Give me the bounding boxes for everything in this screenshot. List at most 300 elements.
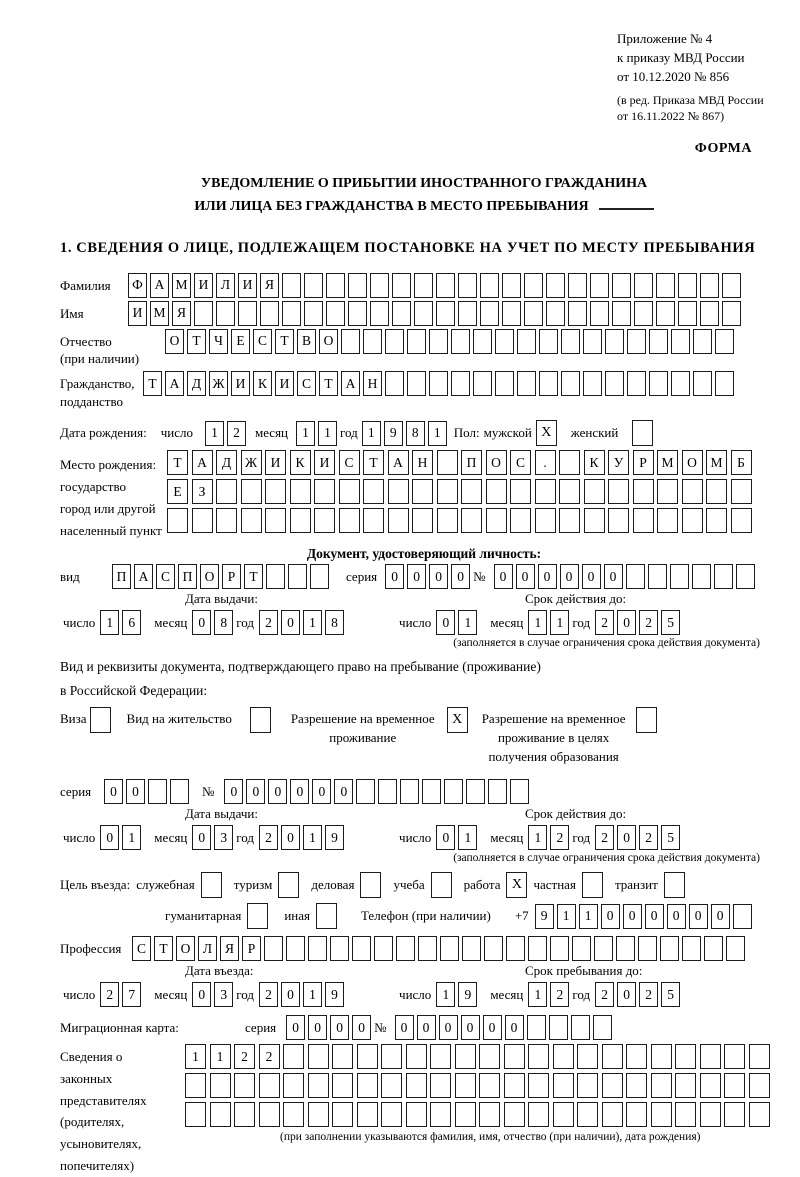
char-cell[interactable] <box>572 936 591 961</box>
char-cell[interactable] <box>539 329 558 354</box>
char-cell[interactable] <box>553 1073 574 1098</box>
char-cell[interactable] <box>381 1102 402 1127</box>
char-cell[interactable] <box>577 1073 598 1098</box>
char-cell[interactable]: 9 <box>384 421 403 446</box>
char-cell[interactable]: 1 <box>436 982 455 1007</box>
char-cell[interactable] <box>210 1102 231 1127</box>
char-cell[interactable]: И <box>194 273 213 298</box>
char-cell[interactable] <box>634 301 653 326</box>
char-cell[interactable] <box>549 1015 568 1040</box>
char-cell[interactable] <box>504 1073 525 1098</box>
char-cell[interactable]: 2 <box>595 825 614 850</box>
char-cell[interactable]: Т <box>154 936 173 961</box>
char-cell[interactable] <box>605 329 624 354</box>
char-cell[interactable] <box>326 273 345 298</box>
char-cell[interactable] <box>304 273 323 298</box>
char-cell[interactable] <box>504 1102 525 1127</box>
char-cell[interactable] <box>414 273 433 298</box>
char-cell[interactable]: С <box>339 450 360 475</box>
char-cell[interactable]: Е <box>167 479 188 504</box>
char-cell[interactable]: П <box>112 564 131 589</box>
char-cell[interactable]: 0 <box>617 610 636 635</box>
char-cell[interactable]: 0 <box>385 564 404 589</box>
char-cell[interactable] <box>692 564 711 589</box>
char-cell[interactable] <box>546 273 565 298</box>
char-cell[interactable]: 0 <box>516 564 535 589</box>
char-cell[interactable] <box>479 1044 500 1069</box>
char-cell[interactable]: Д <box>216 450 237 475</box>
char-cell[interactable]: А <box>165 371 184 396</box>
char-cell[interactable]: 0 <box>601 904 620 929</box>
char-cell[interactable]: 0 <box>395 1015 414 1040</box>
char-cell[interactable] <box>634 273 653 298</box>
char-cell[interactable]: 6 <box>122 610 141 635</box>
visa-checkbox[interactable] <box>90 707 111 733</box>
char-cell[interactable]: 1 <box>318 421 337 446</box>
char-cell[interactable] <box>308 1044 329 1069</box>
char-cell[interactable] <box>461 508 482 533</box>
char-cell[interactable] <box>651 1044 672 1069</box>
char-cell[interactable] <box>553 1044 574 1069</box>
char-cell[interactable] <box>550 936 569 961</box>
char-cell[interactable]: С <box>510 450 531 475</box>
char-cell[interactable]: 1 <box>528 982 547 1007</box>
char-cell[interactable]: 1 <box>210 1044 231 1069</box>
char-cell[interactable]: 7 <box>122 982 141 1007</box>
purpose-tourism-checkbox[interactable] <box>278 872 299 898</box>
char-cell[interactable]: 2 <box>259 1044 280 1069</box>
char-cell[interactable] <box>584 508 605 533</box>
char-cell[interactable]: Т <box>244 564 263 589</box>
char-cell[interactable]: 1 <box>303 610 322 635</box>
char-cell[interactable] <box>627 329 646 354</box>
char-cell[interactable] <box>648 564 667 589</box>
char-cell[interactable] <box>282 301 301 326</box>
char-cell[interactable] <box>594 936 613 961</box>
purpose-private-checkbox[interactable] <box>582 872 603 898</box>
char-cell[interactable] <box>407 329 426 354</box>
char-cell[interactable]: Ф <box>128 273 147 298</box>
char-cell[interactable] <box>495 371 514 396</box>
char-cell[interactable] <box>612 273 631 298</box>
char-cell[interactable]: 0 <box>281 982 300 1007</box>
char-cell[interactable]: А <box>341 371 360 396</box>
char-cell[interactable] <box>510 508 531 533</box>
char-cell[interactable] <box>458 301 477 326</box>
char-cell[interactable] <box>724 1102 745 1127</box>
char-cell[interactable] <box>462 936 481 961</box>
char-cell[interactable] <box>241 479 262 504</box>
char-cell[interactable] <box>406 1073 427 1098</box>
char-cell[interactable] <box>704 936 723 961</box>
char-cell[interactable] <box>234 1102 255 1127</box>
char-cell[interactable] <box>461 479 482 504</box>
char-cell[interactable]: А <box>192 450 213 475</box>
char-cell[interactable]: . <box>535 450 556 475</box>
char-cell[interactable]: 0 <box>290 779 309 804</box>
char-cell[interactable] <box>348 273 367 298</box>
char-cell[interactable] <box>265 508 286 533</box>
char-cell[interactable] <box>234 1073 255 1098</box>
char-cell[interactable]: Т <box>363 450 384 475</box>
sex-female-checkbox[interactable] <box>632 420 653 446</box>
char-cell[interactable]: 0 <box>417 1015 436 1040</box>
char-cell[interactable]: 2 <box>234 1044 255 1069</box>
char-cell[interactable]: 8 <box>214 610 233 635</box>
char-cell[interactable] <box>559 508 580 533</box>
char-cell[interactable] <box>502 301 521 326</box>
char-cell[interactable]: О <box>319 329 338 354</box>
char-cell[interactable]: 1 <box>458 825 477 850</box>
char-cell[interactable] <box>559 450 580 475</box>
char-cell[interactable]: Т <box>275 329 294 354</box>
char-cell[interactable]: 1 <box>296 421 315 446</box>
char-cell[interactable] <box>332 1073 353 1098</box>
char-cell[interactable] <box>304 301 323 326</box>
char-cell[interactable] <box>577 1044 598 1069</box>
char-cell[interactable]: И <box>265 450 286 475</box>
char-cell[interactable]: 0 <box>436 825 455 850</box>
char-cell[interactable] <box>388 479 409 504</box>
char-cell[interactable]: 9 <box>458 982 477 1007</box>
char-cell[interactable] <box>210 1073 231 1098</box>
char-cell[interactable] <box>700 273 719 298</box>
char-cell[interactable] <box>736 564 755 589</box>
char-cell[interactable]: Т <box>319 371 338 396</box>
char-cell[interactable] <box>264 936 283 961</box>
char-cell[interactable]: О <box>682 450 703 475</box>
char-cell[interactable]: Т <box>167 450 188 475</box>
char-cell[interactable]: И <box>238 273 257 298</box>
char-cell[interactable] <box>506 936 525 961</box>
char-cell[interactable] <box>715 329 734 354</box>
char-cell[interactable] <box>484 936 503 961</box>
char-cell[interactable] <box>608 508 629 533</box>
char-cell[interactable]: 2 <box>227 421 246 446</box>
char-cell[interactable] <box>381 1073 402 1098</box>
char-cell[interactable]: П <box>461 450 482 475</box>
char-cell[interactable] <box>308 1073 329 1098</box>
char-cell[interactable]: Р <box>242 936 261 961</box>
char-cell[interactable] <box>700 1073 721 1098</box>
char-cell[interactable] <box>282 273 301 298</box>
char-cell[interactable] <box>310 564 329 589</box>
char-cell[interactable]: О <box>200 564 219 589</box>
char-cell[interactable] <box>486 479 507 504</box>
char-cell[interactable] <box>568 301 587 326</box>
char-cell[interactable]: Т <box>143 371 162 396</box>
char-cell[interactable]: М <box>172 273 191 298</box>
char-cell[interactable] <box>612 301 631 326</box>
char-cell[interactable]: 0 <box>246 779 265 804</box>
char-cell[interactable]: 1 <box>122 825 141 850</box>
char-cell[interactable] <box>656 273 675 298</box>
char-cell[interactable]: Е <box>231 329 250 354</box>
temp-residence-edu-checkbox[interactable] <box>636 707 657 733</box>
char-cell[interactable]: 1 <box>550 610 569 635</box>
char-cell[interactable]: 0 <box>538 564 557 589</box>
char-cell[interactable] <box>706 508 727 533</box>
char-cell[interactable] <box>430 1102 451 1127</box>
char-cell[interactable] <box>455 1102 476 1127</box>
char-cell[interactable]: 0 <box>308 1015 327 1040</box>
char-cell[interactable]: 2 <box>639 825 658 850</box>
char-cell[interactable]: Т <box>187 329 206 354</box>
char-cell[interactable] <box>259 1073 280 1098</box>
char-cell[interactable]: К <box>253 371 272 396</box>
char-cell[interactable]: Ж <box>241 450 262 475</box>
char-cell[interactable] <box>400 779 419 804</box>
char-cell[interactable] <box>535 479 556 504</box>
char-cell[interactable] <box>290 479 311 504</box>
char-cell[interactable] <box>444 779 463 804</box>
char-cell[interactable] <box>388 508 409 533</box>
char-cell[interactable] <box>657 508 678 533</box>
char-cell[interactable]: Р <box>222 564 241 589</box>
char-cell[interactable]: 1 <box>100 610 119 635</box>
char-cell[interactable]: О <box>176 936 195 961</box>
char-cell[interactable] <box>308 1102 329 1127</box>
char-cell[interactable] <box>259 1102 280 1127</box>
char-cell[interactable]: Д <box>187 371 206 396</box>
char-cell[interactable]: 0 <box>505 1015 524 1040</box>
char-cell[interactable]: 1 <box>557 904 576 929</box>
char-cell[interactable] <box>671 329 690 354</box>
char-cell[interactable]: 2 <box>550 982 569 1007</box>
char-cell[interactable] <box>314 479 335 504</box>
char-cell[interactable] <box>602 1073 623 1098</box>
char-cell[interactable]: 0 <box>429 564 448 589</box>
char-cell[interactable] <box>414 301 433 326</box>
char-cell[interactable]: 0 <box>330 1015 349 1040</box>
char-cell[interactable]: 0 <box>192 610 211 635</box>
char-cell[interactable] <box>528 1073 549 1098</box>
char-cell[interactable] <box>288 564 307 589</box>
char-cell[interactable] <box>602 1102 623 1127</box>
char-cell[interactable] <box>429 371 448 396</box>
char-cell[interactable] <box>693 329 712 354</box>
char-cell[interactable]: 0 <box>617 982 636 1007</box>
char-cell[interactable] <box>440 936 459 961</box>
char-cell[interactable] <box>561 329 580 354</box>
char-cell[interactable] <box>308 936 327 961</box>
char-cell[interactable] <box>749 1102 770 1127</box>
char-cell[interactable]: Я <box>220 936 239 961</box>
char-cell[interactable] <box>682 936 701 961</box>
char-cell[interactable]: С <box>132 936 151 961</box>
char-cell[interactable]: 0 <box>451 564 470 589</box>
char-cell[interactable] <box>455 1044 476 1069</box>
char-cell[interactable] <box>633 508 654 533</box>
char-cell[interactable] <box>700 1102 721 1127</box>
char-cell[interactable] <box>330 936 349 961</box>
char-cell[interactable] <box>392 273 411 298</box>
char-cell[interactable] <box>473 371 492 396</box>
char-cell[interactable] <box>436 273 455 298</box>
char-cell[interactable]: 1 <box>185 1044 206 1069</box>
char-cell[interactable]: В <box>297 329 316 354</box>
char-cell[interactable]: С <box>297 371 316 396</box>
char-cell[interactable] <box>726 936 745 961</box>
purpose-business-checkbox[interactable] <box>360 872 381 898</box>
char-cell[interactable] <box>238 301 257 326</box>
char-cell[interactable] <box>356 779 375 804</box>
char-cell[interactable] <box>724 1073 745 1098</box>
char-cell[interactable] <box>378 779 397 804</box>
char-cell[interactable] <box>649 371 668 396</box>
char-cell[interactable]: К <box>584 450 605 475</box>
char-cell[interactable] <box>370 273 389 298</box>
char-cell[interactable] <box>407 371 426 396</box>
char-cell[interactable] <box>670 564 689 589</box>
char-cell[interactable] <box>714 564 733 589</box>
char-cell[interactable]: 2 <box>259 982 278 1007</box>
char-cell[interactable] <box>422 779 441 804</box>
char-cell[interactable] <box>626 1044 647 1069</box>
char-cell[interactable]: 9 <box>325 825 344 850</box>
char-cell[interactable] <box>385 329 404 354</box>
char-cell[interactable]: И <box>231 371 250 396</box>
char-cell[interactable]: Я <box>172 301 191 326</box>
char-cell[interactable] <box>412 508 433 533</box>
char-cell[interactable] <box>392 301 411 326</box>
char-cell[interactable]: 0 <box>617 825 636 850</box>
char-cell[interactable]: 0 <box>192 982 211 1007</box>
char-cell[interactable] <box>546 301 565 326</box>
char-cell[interactable] <box>561 371 580 396</box>
char-cell[interactable]: 0 <box>312 779 331 804</box>
char-cell[interactable]: 5 <box>661 982 680 1007</box>
char-cell[interactable] <box>693 371 712 396</box>
char-cell[interactable] <box>370 301 389 326</box>
char-cell[interactable] <box>192 508 213 533</box>
char-cell[interactable]: 0 <box>439 1015 458 1040</box>
char-cell[interactable] <box>412 479 433 504</box>
char-cell[interactable]: С <box>253 329 272 354</box>
purpose-official-checkbox[interactable] <box>201 872 222 898</box>
char-cell[interactable] <box>458 273 477 298</box>
char-cell[interactable]: 0 <box>281 610 300 635</box>
char-cell[interactable]: 0 <box>689 904 708 929</box>
char-cell[interactable] <box>241 508 262 533</box>
char-cell[interactable] <box>381 1044 402 1069</box>
char-cell[interactable]: Н <box>412 450 433 475</box>
char-cell[interactable]: 8 <box>325 610 344 635</box>
char-cell[interactable] <box>283 1073 304 1098</box>
char-cell[interactable]: 8 <box>406 421 425 446</box>
char-cell[interactable] <box>216 508 237 533</box>
char-cell[interactable] <box>283 1044 304 1069</box>
char-cell[interactable] <box>675 1073 696 1098</box>
char-cell[interactable] <box>314 508 335 533</box>
char-cell[interactable] <box>170 779 189 804</box>
char-cell[interactable]: 0 <box>281 825 300 850</box>
char-cell[interactable] <box>605 371 624 396</box>
purpose-transit-checkbox[interactable] <box>664 872 685 898</box>
char-cell[interactable] <box>437 479 458 504</box>
char-cell[interactable]: А <box>388 450 409 475</box>
char-cell[interactable]: 0 <box>667 904 686 929</box>
char-cell[interactable] <box>510 779 529 804</box>
purpose-work-checkbox[interactable]: X <box>506 872 527 898</box>
char-cell[interactable] <box>396 936 415 961</box>
char-cell[interactable] <box>185 1073 206 1098</box>
char-cell[interactable] <box>363 479 384 504</box>
char-cell[interactable]: 0 <box>104 779 123 804</box>
char-cell[interactable] <box>148 779 167 804</box>
char-cell[interactable]: 0 <box>436 610 455 635</box>
char-cell[interactable] <box>480 273 499 298</box>
char-cell[interactable]: Л <box>216 273 235 298</box>
char-cell[interactable]: 0 <box>407 564 426 589</box>
char-cell[interactable] <box>504 1044 525 1069</box>
char-cell[interactable] <box>602 1044 623 1069</box>
char-cell[interactable]: Л <box>198 936 217 961</box>
char-cell[interactable] <box>626 564 645 589</box>
char-cell[interactable]: 0 <box>645 904 664 929</box>
char-cell[interactable]: А <box>134 564 153 589</box>
char-cell[interactable]: 1 <box>579 904 598 929</box>
char-cell[interactable]: 0 <box>286 1015 305 1040</box>
char-cell[interactable] <box>429 329 448 354</box>
char-cell[interactable] <box>406 1102 427 1127</box>
char-cell[interactable] <box>559 479 580 504</box>
char-cell[interactable]: 0 <box>582 564 601 589</box>
char-cell[interactable]: 1 <box>205 421 224 446</box>
char-cell[interactable]: И <box>128 301 147 326</box>
char-cell[interactable] <box>216 301 235 326</box>
char-cell[interactable] <box>363 508 384 533</box>
char-cell[interactable]: 0 <box>192 825 211 850</box>
char-cell[interactable] <box>571 1015 590 1040</box>
char-cell[interactable] <box>266 564 285 589</box>
char-cell[interactable] <box>480 301 499 326</box>
char-cell[interactable] <box>528 1044 549 1069</box>
char-cell[interactable] <box>749 1073 770 1098</box>
char-cell[interactable]: 2 <box>550 825 569 850</box>
char-cell[interactable] <box>437 508 458 533</box>
char-cell[interactable] <box>657 479 678 504</box>
char-cell[interactable] <box>430 1044 451 1069</box>
char-cell[interactable]: 0 <box>268 779 287 804</box>
char-cell[interactable] <box>568 273 587 298</box>
char-cell[interactable] <box>524 273 543 298</box>
char-cell[interactable] <box>528 1102 549 1127</box>
char-cell[interactable] <box>479 1102 500 1127</box>
char-cell[interactable] <box>584 479 605 504</box>
char-cell[interactable] <box>455 1073 476 1098</box>
char-cell[interactable]: 2 <box>639 610 658 635</box>
char-cell[interactable]: 1 <box>303 825 322 850</box>
char-cell[interactable] <box>660 936 679 961</box>
char-cell[interactable] <box>194 301 213 326</box>
char-cell[interactable] <box>517 371 536 396</box>
char-cell[interactable] <box>722 273 741 298</box>
purpose-humanitarian-checkbox[interactable] <box>247 903 268 929</box>
char-cell[interactable]: 2 <box>100 982 119 1007</box>
char-cell[interactable] <box>656 301 675 326</box>
char-cell[interactable] <box>608 479 629 504</box>
char-cell[interactable] <box>357 1073 378 1098</box>
char-cell[interactable]: 1 <box>528 825 547 850</box>
char-cell[interactable]: 3 <box>214 825 233 850</box>
char-cell[interactable]: 2 <box>595 982 614 1007</box>
char-cell[interactable] <box>626 1073 647 1098</box>
char-cell[interactable]: 2 <box>259 825 278 850</box>
char-cell[interactable]: К <box>290 450 311 475</box>
purpose-other-checkbox[interactable] <box>316 903 337 929</box>
char-cell[interactable]: 0 <box>483 1015 502 1040</box>
